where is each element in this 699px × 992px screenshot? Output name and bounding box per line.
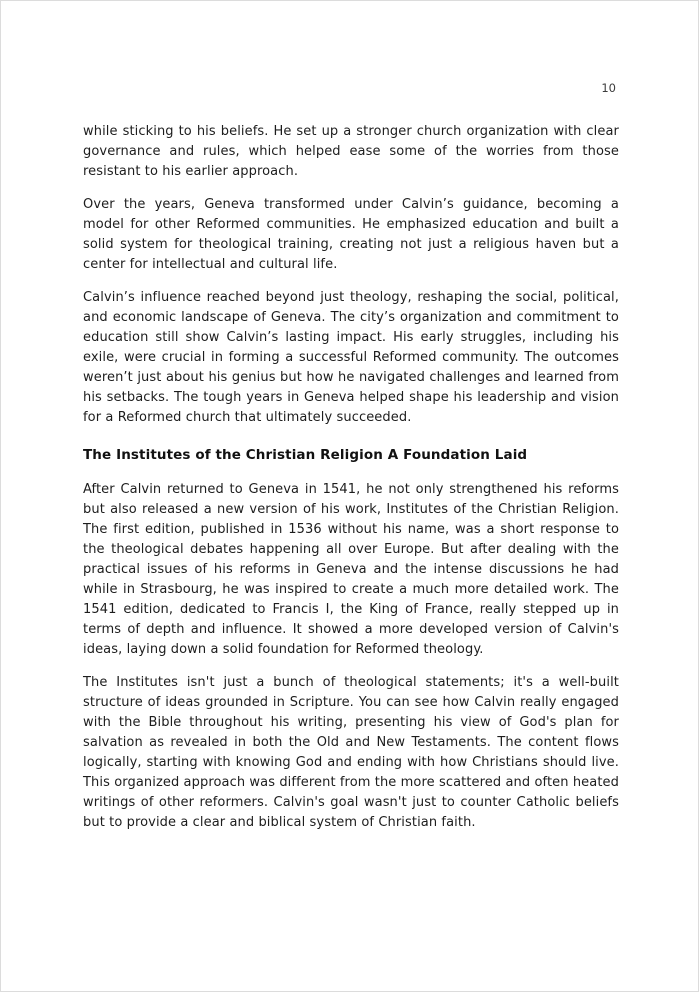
paragraph: Over the years, Geneva transformed under Calvin’s guidance, becoming a model for other Reformed communities. He emphasized education and built a solid system for theological training, creating not just a religious haven but a center for intellectual and cultural life. [83, 197, 619, 272]
page-number: 10 [601, 81, 616, 95]
paragraph: while sticking to his beliefs. He set up a stronger church organization with clear governance and rules, which helped ease some of the worries from those resistant to his earlier approach. [83, 124, 619, 179]
paragraph: Calvin’s influence reached beyond just theology, reshaping the social, political, and economic landscape of Geneva. The city’s organization and commitment to education still show Calvin’s lasting impact. His early struggles, including his exile, were crucial in forming a successful Reformed community. The outcomes weren’t just about his genius but how he navigated challenges and learned from his setbacks. The tough years in Geneva helped shape his leadership and vision for a Reformed church that ultimately succeeded. [83, 290, 619, 425]
paragraph: After Calvin returned to Geneva in 1541, he not only strengthened his reforms but also released a new version of his work, Institutes of the Christian Religion. The first edition, published in 1536 without his name, was a short response to the theological debates happening all over Europe. But after dealing with the practical issues of his reforms in Geneva and the intense discussions he had while in Strasbourg, he was inspired to create a much more detailed work. The 1541 edition, dedicated to Francis I, the King of France, really stepped up in terms of depth and influence. It showed a more developed version of Calvin's ideas, laying down a solid foundation for Reformed theology. [83, 482, 619, 657]
page-content [83, 122, 619, 846]
section-heading: The Institutes of the Christian Religion A Foundation Laid [83, 447, 528, 463]
paragraph: The Institutes isn't just a bunch of theological statements; it's a well-built structure of ideas grounded in Scripture. You can see how Calvin really engaged with the Bible throughout his writing, presenting his view of God's plan for salvation as revealed in both the Old and New Testaments. The content flows logically, starting with knowing God and ending with how Christians should live. This organized approach was different from the more scattered and often heated writings of other reformers. Calvin's goal wasn't just to counter Catholic beliefs but to provide a clear and biblical system of Christian faith. [83, 675, 619, 830]
